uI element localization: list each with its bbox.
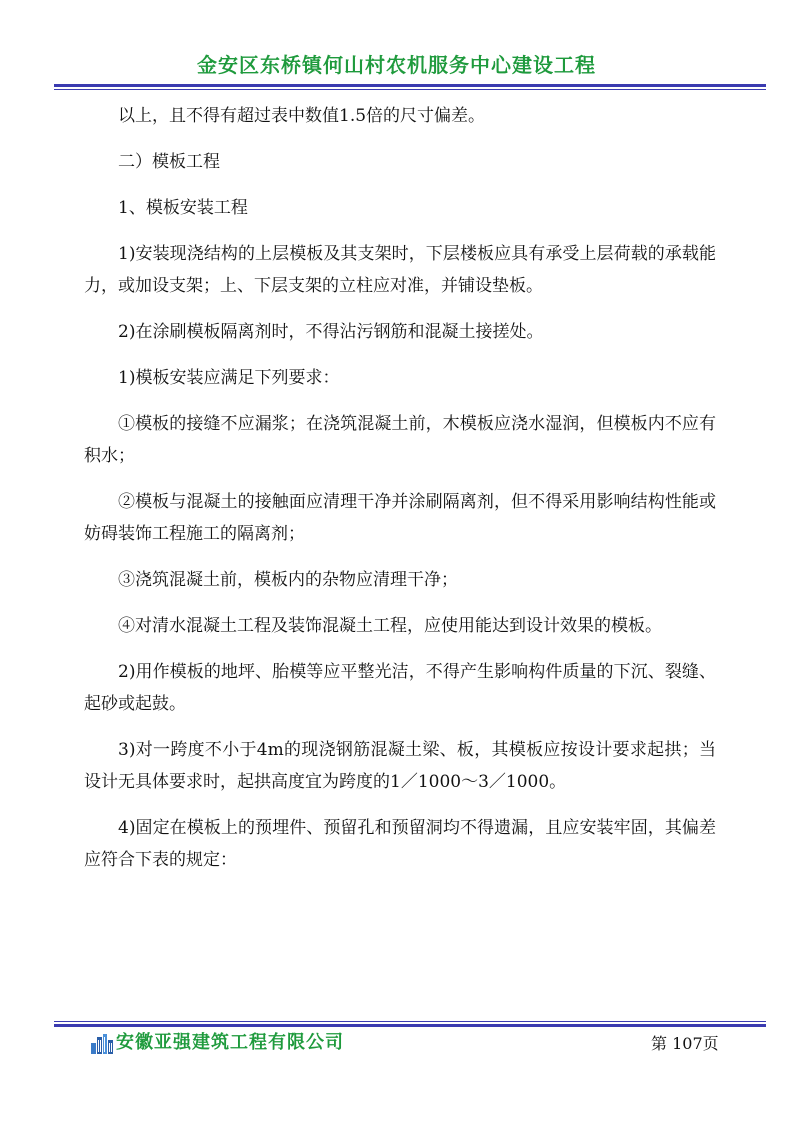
paragraph: 以上，且不得有超过表中数值1.5倍的尺寸偏差。 — [118, 106, 486, 126]
paragraph: 2)用作模板的地坪、胎模等应平整光洁，不得产生影响构件质量的下沉、裂缝、起砂或起鼓。 — [84, 662, 716, 714]
company-name: 安徽亚强建筑工程有限公司 — [116, 1032, 344, 1053]
list-item: ④对清水混凝土工程及装饰混凝土工程，应使用能达到设计效果的模板。 — [118, 616, 662, 636]
header-rule-thick — [54, 84, 766, 87]
body-content — [84, 100, 716, 890]
document-title: 金安区东桥镇何山村农机服务中心建设工程 — [197, 53, 596, 77]
subsection-heading: 1、模板安装工程 — [118, 198, 248, 218]
list-item: ③浇筑混凝土前，模板内的杂物应清理干净； — [118, 570, 458, 590]
paragraph: 4)固定在模板上的预埋件、预留孔和预留洞均不得遗漏，且应安装牢固，其偏差应符合下表的规定： — [84, 818, 716, 870]
building-logo-icon — [90, 1034, 114, 1054]
page-number: 第 107页 — [651, 1034, 719, 1053]
footer-rule-thick — [54, 1024, 766, 1027]
list-item: ①模板的接缝不应漏浆；在浇筑混凝土前，木模板应浇水湿润，但模板内不应有积水； — [84, 414, 716, 466]
paragraph: 2)在涂刷模板隔离剂时，不得沾污钢筋和混凝土接搓处。 — [118, 322, 544, 342]
paragraph: 1)模板安装应满足下列要求： — [118, 368, 340, 388]
header-rule-thin — [54, 89, 766, 90]
section-heading: 二）模板工程 — [118, 152, 220, 172]
paragraph: 1)安装现浇结构的上层模板及其支架时，下层楼板应具有承受上层荷载的承载能力，或加设支架；上、下层支架的立柱应对准，并铺设垫板。 — [84, 244, 716, 296]
list-item: ②模板与混凝土的接触面应清理干净并涂刷隔离剂，但不得采用影响结构性能或妨碍装饰工程施工的隔离剂； — [84, 492, 716, 544]
paragraph: 3)对一跨度不小于4m的现浇钢筋混凝土梁、板，其模板应按设计要求起拱；当设计无具体要求时，起拱高度宜为跨度的1／1000～3／1000。 — [84, 740, 716, 792]
footer-rule-thin — [54, 1021, 766, 1022]
